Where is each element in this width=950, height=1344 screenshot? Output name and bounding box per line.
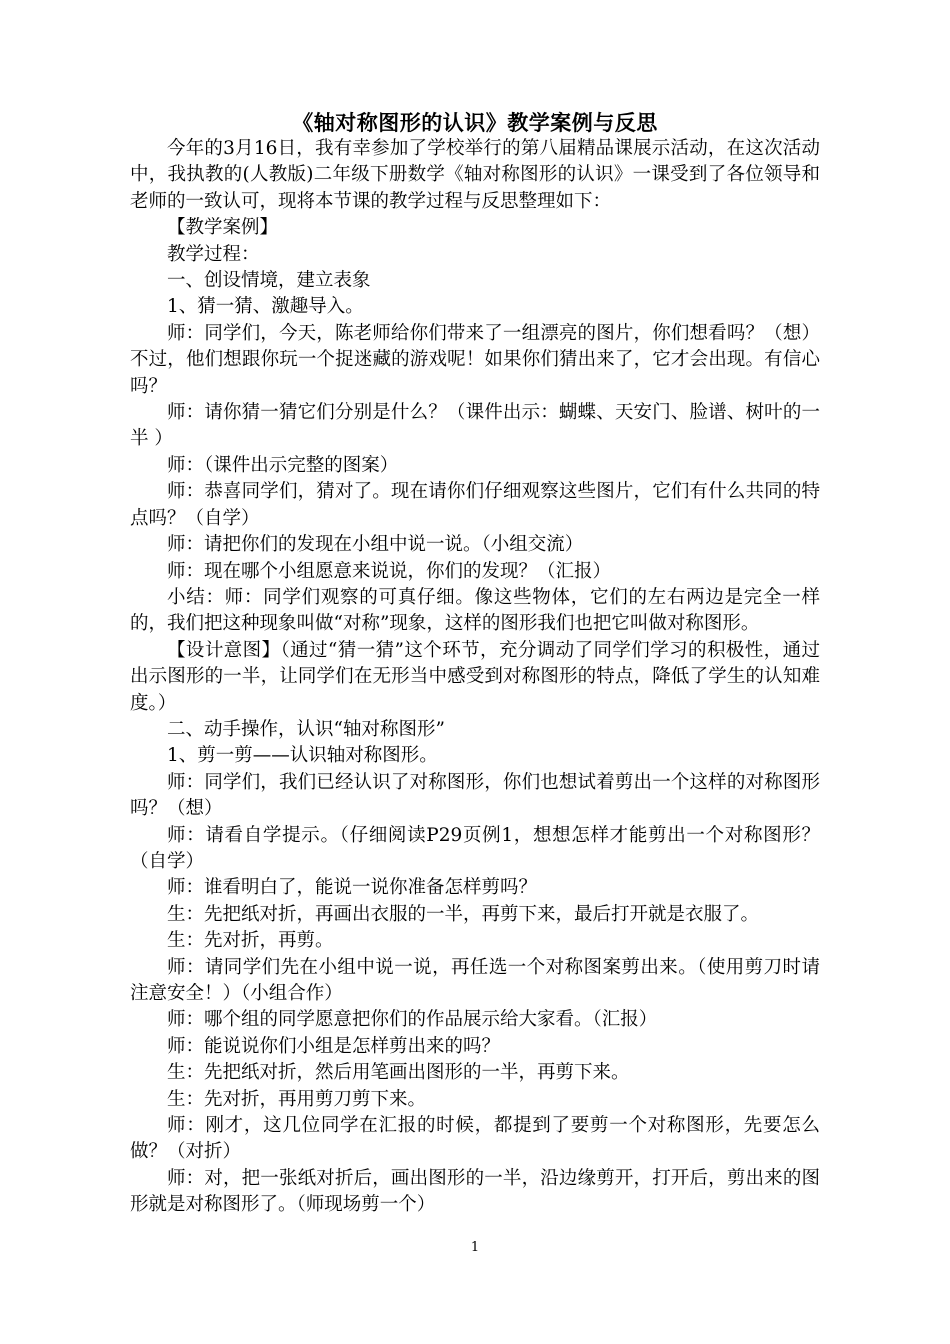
paragraph: 生：先对折，再用剪刀剪下来。 <box>167 1088 427 1110</box>
paragraph: 生：先把纸对折，再画出衣服的一半，再剪下来，最后打开就是衣服了。 <box>167 903 760 925</box>
paragraph: 教学过程： <box>167 243 260 265</box>
design-intent-paragraph: 【设计意图】（通过“猜一猜”这个环节，充分调动了同学们学习的积极性，通过出示图形的一半，让同学们在无形当中感受到对称图形的特点，降低了学生的认知难度。） <box>130 639 820 714</box>
paragraph: 师：对，把一张纸对折后，画出图形的一半，沿边缘剪开，打开后，剪出来的图形就是对称图形了。（师现场剪一个） <box>130 1167 820 1216</box>
paragraph: 1、猜一猜、激趣导入。 <box>167 296 364 318</box>
page-number: 1 <box>470 1240 480 1255</box>
paragraph: 师：恭喜同学们，猜对了。现在请你们仔细观察这些图片，它们有什么共同的特点吗？（自学） <box>130 481 820 529</box>
section-heading: 二、动手操作，认识“轴对称图形” <box>167 718 445 740</box>
paragraph: 师：请同学们先在小组中说一说，再任选一个对称图案剪出来。（使用剪刀时请注意安全！）（小组合作） <box>130 956 820 1004</box>
paragraph: 师：能说说你们小组是怎样剪出来的吗？ <box>167 1035 501 1057</box>
document-body <box>130 136 820 1219</box>
paragraph: 师：哪个组的同学愿意把你们的作品展示给大家看。（汇报） <box>167 1009 658 1031</box>
document-title: 《轴对称图形的认识》教学案例与反思 <box>292 111 658 135</box>
paragraph: 师：现在哪个小组愿意来说说，你们的发现？（汇报） <box>167 560 612 582</box>
paragraph: 师：请把你们的发现在小组中说一说。（小组交流） <box>167 534 584 556</box>
paragraph: 今年的3月16日，我有幸参加了学校举行的第八届精品课展示活动，在这次活动中，我执教的(人教版)二年级下册数学《轴对称图形的认识》一课受到了各位领导和老师的一致认可，现将本节课的教学过程与反思整理如下： <box>130 138 820 212</box>
paragraph: 师：（课件出示完整的图案） <box>167 454 399 476</box>
section-heading: 【教学案例】 <box>167 217 279 239</box>
paragraph: 生：先把纸对折，然后用笔画出图形的一半，再剪下来。 <box>167 1062 630 1084</box>
paragraph: 师：刚才，这几位同学在汇报的时候，都提到了要剪一个对称图形，先要怎么做？（对折） <box>130 1115 820 1163</box>
section-heading: 一、创设情境，建立表象 <box>167 270 371 292</box>
paragraph: 1、剪一剪——认识轴对称图形。 <box>167 745 438 767</box>
paragraph: 师：同学们，今天，陈老师给你们带来了一组漂亮的图片，你们想看吗？（想）不过，他们想跟你玩一个捉迷藏的游戏呢！如果你们猜出来了，它才会出现。有信心吗？ <box>130 322 820 397</box>
paragraph: 师：请你猜一猜它们分别是什么？（课件出示：蝴蝶、天安门、脸谱、树叶的一半 ） <box>130 402 820 450</box>
paragraph: 生：先对折，再剪。 <box>167 930 334 952</box>
paragraph: 师：同学们，我们已经认识了对称图形，你们也想试着剪出一个这样的对称图形吗？（想） <box>130 771 820 820</box>
paragraph: 师：请看自学提示。（仔细阅读P29页例1，想想怎样才能剪出一个对称图形？（自学） <box>130 824 820 872</box>
paragraph: 小结：师：同学们观察的可真仔细。像这些物体，它们的左右两边是完全一样的，我们把这种现象叫做“对称”现象，这样的图形我们也把它叫做对称图形。 <box>130 586 820 635</box>
paragraph: 师：谁看明白了，能说一说你准备怎样剪吗？ <box>167 877 538 899</box>
